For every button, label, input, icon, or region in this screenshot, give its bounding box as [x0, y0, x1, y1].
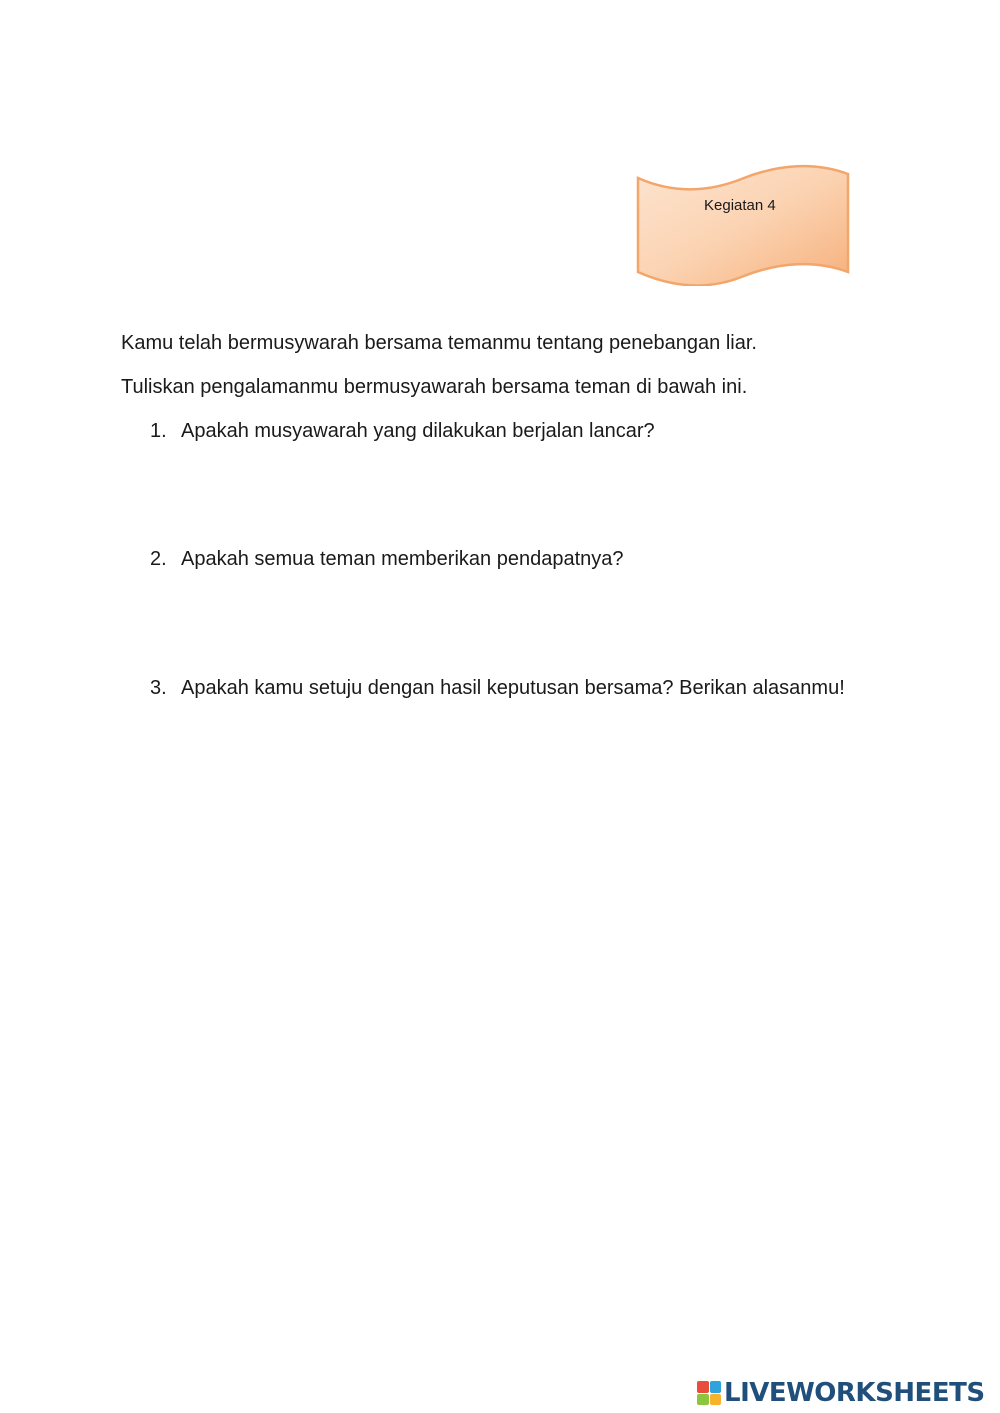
question-text: Apakah kamu setuju dengan hasil keputusan bersama? Berikan alasanmu!: [181, 677, 845, 699]
logo-text: LIVEWORKSHEETS: [724, 1378, 985, 1408]
question-3: [150, 676, 845, 700]
question-text: Apakah semua teman memberikan pendapatnya?: [181, 548, 624, 570]
logo-mark-icon: [697, 1381, 721, 1405]
question-1: [150, 419, 655, 443]
intro-line-2: Tuliskan pengalamanmu bermusyawarah bersama teman di bawah ini.: [121, 376, 748, 398]
banner-flag-shape: [634, 164, 854, 286]
question-number: 3.: [150, 677, 167, 699]
question-number: 2.: [150, 548, 167, 570]
logo-square-green: [697, 1394, 709, 1406]
banner-label: Kegiatan 4: [704, 197, 776, 214]
question-text: Apakah musyawarah yang dilakukan berjalan lancar?: [181, 420, 655, 442]
question-2: [150, 547, 624, 571]
activity-banner: [634, 164, 854, 286]
logo-square-yellow: [710, 1394, 722, 1406]
logo-square-blue: [710, 1381, 722, 1393]
logo-square-red: [697, 1381, 709, 1393]
question-number: 1.: [150, 420, 167, 442]
liveworksheets-logo: [697, 1376, 985, 1410]
intro-line-1: Kamu telah bermusywarah bersama temanmu tentang penebangan liar.: [121, 332, 757, 354]
